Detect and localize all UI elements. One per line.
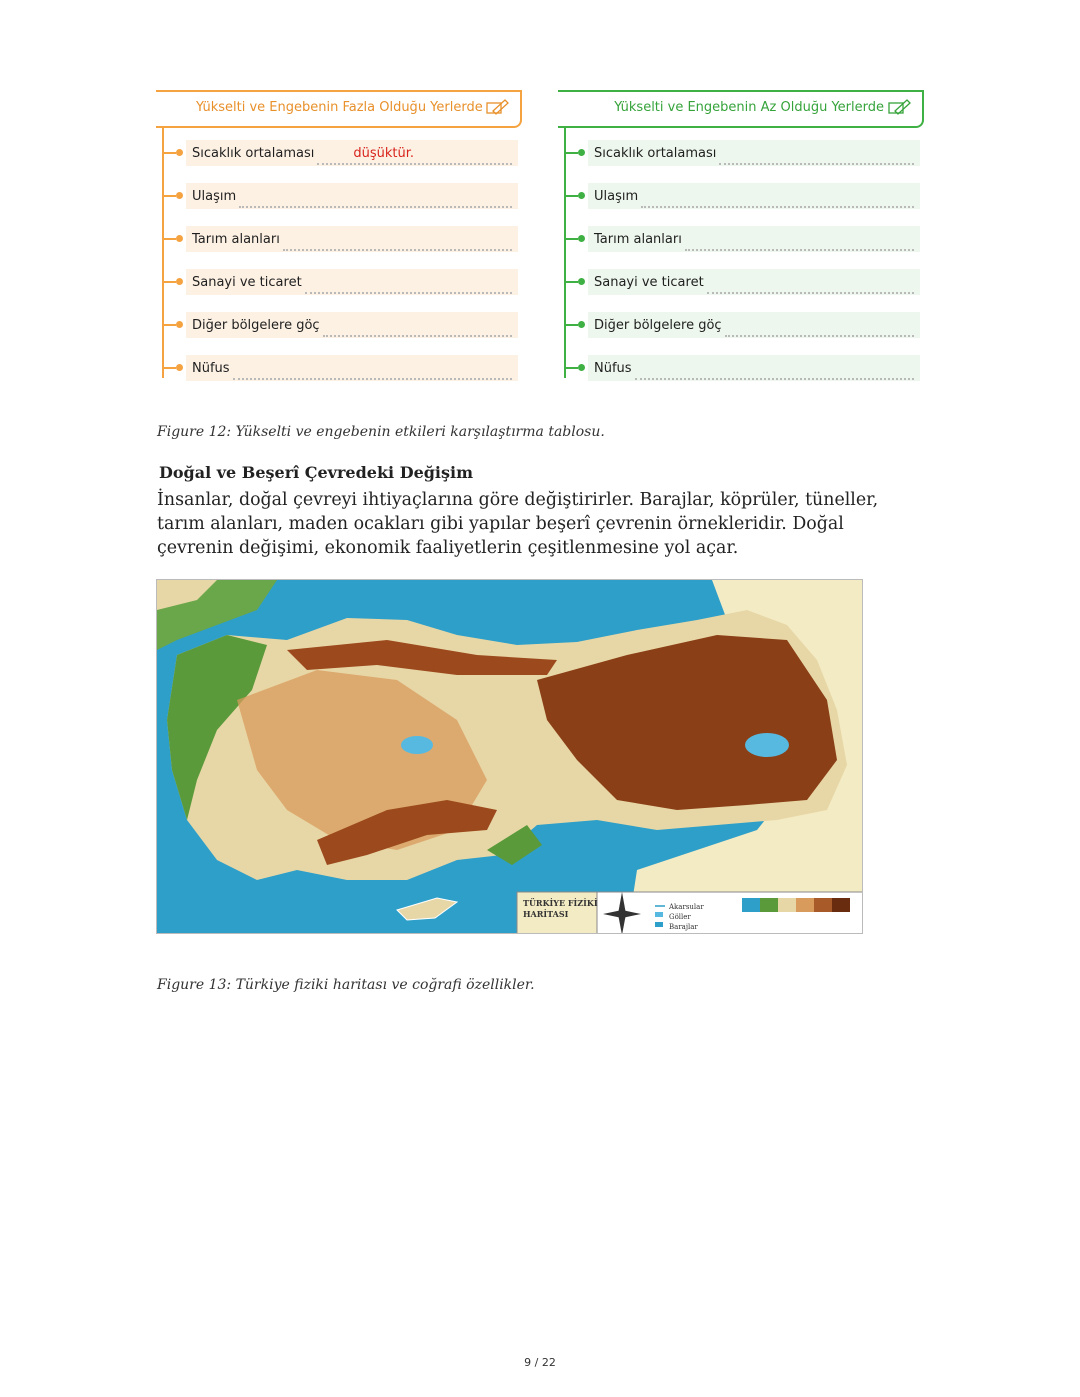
answer-blank[interactable] [719, 149, 914, 165]
answer-blank[interactable] [725, 321, 914, 337]
list-item [564, 183, 920, 209]
row-label: Ulaşım [594, 188, 639, 204]
row-label: Ulaşım [192, 188, 237, 204]
salt-lake [401, 736, 433, 754]
answer-blank[interactable] [323, 321, 512, 337]
list-item [162, 355, 518, 381]
table-low-elevation [558, 90, 924, 385]
list-item [564, 355, 920, 381]
figure-12-caption: Figure 12: Yükselti ve engebenin etkileri karşılaştırma tablosu. [157, 424, 605, 440]
row-label: Sanayi ve ticaret [192, 274, 302, 290]
list-item [564, 226, 920, 252]
row-label: Tarım alanları [192, 231, 280, 247]
list-item [564, 140, 920, 166]
dam-legend-icon [655, 922, 663, 927]
answer-blank[interactable] [707, 278, 914, 294]
elevation-scale [742, 898, 850, 912]
list-item [162, 312, 518, 338]
map-title-line2: HARİTASI [523, 909, 569, 919]
legend-dams: Barajlar [669, 923, 698, 931]
list-item [564, 312, 920, 338]
pencil-icon [888, 98, 912, 116]
page-number: 9 / 22 [524, 1356, 556, 1369]
section-heading: Doğal ve Beşerî Çevredeki Değişim [159, 463, 474, 482]
row-label: Sıcaklık ortalaması [594, 145, 717, 161]
lake-legend-icon [655, 912, 663, 917]
row-label: Diğer bölgelere göç [594, 317, 722, 333]
panel-title: Yükselti ve Engebenin Az Olduğu Yerlerde [614, 100, 884, 115]
answer-blank[interactable] [317, 146, 512, 165]
row-label: Sanayi ve ticaret [594, 274, 704, 290]
legend-lakes: Göller [669, 913, 691, 921]
list-item [162, 226, 518, 252]
answer-blank[interactable] [233, 364, 512, 380]
figure-13-caption: Figure 13: Türkiye fiziki haritası ve coğrafi özellikler. [157, 977, 535, 993]
answer-blank[interactable] [685, 235, 914, 251]
table-high-elevation [156, 90, 522, 385]
row-label: Sıcaklık ortalaması [192, 145, 315, 161]
row-label: Tarım alanları [594, 231, 682, 247]
map-title-line1: TÜRKİYE FİZİKİ [523, 898, 598, 908]
list-item [162, 183, 518, 209]
legend-rivers: Akarsular [669, 903, 704, 911]
answer-blank[interactable] [283, 235, 512, 251]
map-graphic [157, 580, 863, 934]
answer-blank[interactable] [239, 192, 512, 208]
answer-text: düşüktür. [353, 146, 415, 161]
answer-blank[interactable] [641, 192, 914, 208]
pencil-icon [486, 98, 510, 116]
body-paragraph: İnsanlar, doğal çevreyi ihtiyaçlarına göre değiştirirler. Barajlar, köprüler, tüneller, tarım alanları, maden ocakları gibi yapılar beşerî çevrenin örnekleridir. Doğal çevrenin değişimi, ekonomik faaliyetlerin çeşitlenmesine yol açar. [157, 490, 879, 558]
panel-title: Yükselti ve Engebenin Fazla Olduğu Yerlerde [196, 100, 483, 115]
row-label: Diğer bölgelere göç [192, 317, 320, 333]
list-item [564, 269, 920, 295]
answer-blank[interactable] [305, 278, 512, 294]
answer-blank[interactable] [635, 364, 914, 380]
list-item [162, 269, 518, 295]
turkey-physical-map [156, 579, 863, 934]
row-label: Nüfus [192, 360, 230, 376]
van-lake [745, 733, 789, 757]
list-item [162, 140, 518, 166]
row-label: Nüfus [594, 360, 632, 376]
